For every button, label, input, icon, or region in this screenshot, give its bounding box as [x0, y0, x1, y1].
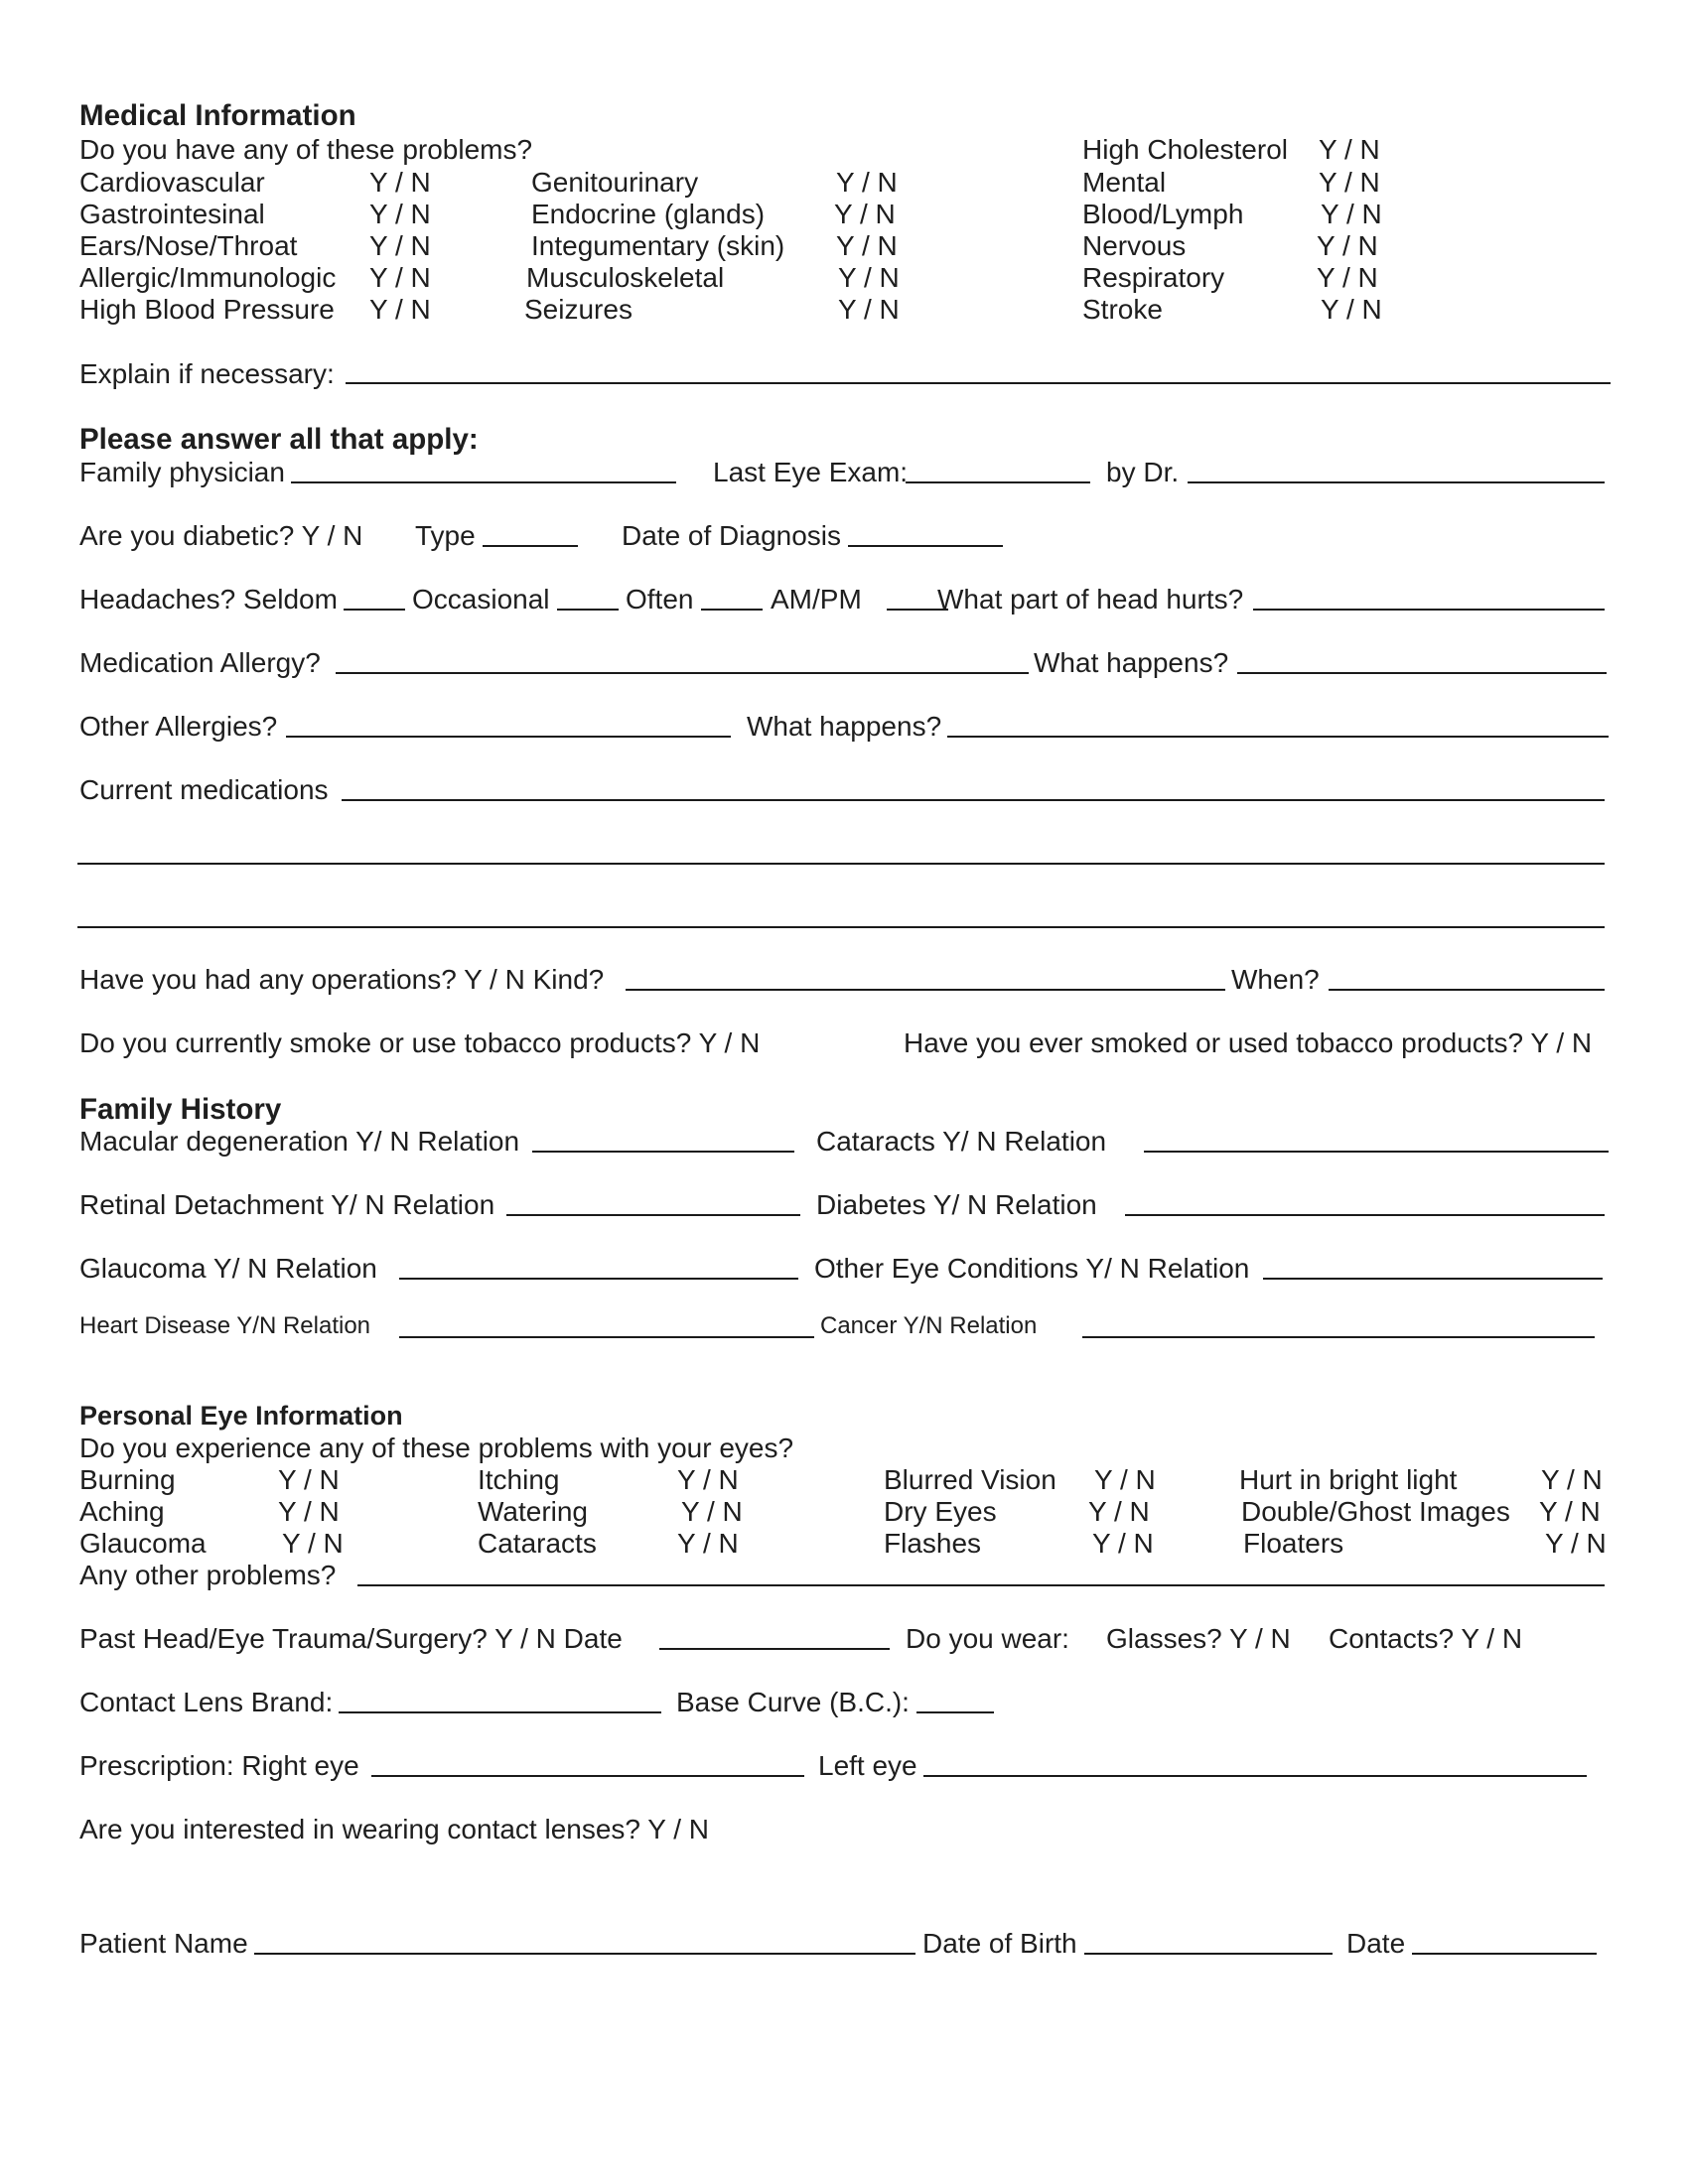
- yes-no-choice[interactable]: Y / N: [1088, 1496, 1150, 1527]
- yes-no-choice[interactable]: Y / N: [1541, 1464, 1603, 1495]
- condition-label: Blood/Lymph: [1082, 199, 1244, 229]
- macular-label: Macular degeneration Y/ N Relation: [79, 1126, 520, 1157]
- eye-problem-label: Dry Eyes: [884, 1496, 997, 1527]
- yes-no-choice[interactable]: Y / N: [1094, 1464, 1156, 1495]
- yes-no-choice[interactable]: Y / N: [677, 1464, 739, 1495]
- rx-left-label: Left eye: [818, 1750, 917, 1781]
- condition-label: Allergic/Immunologic: [79, 262, 337, 293]
- condition-label: High Cholesterol: [1082, 134, 1288, 165]
- eye-problem-label: Itching: [478, 1464, 560, 1495]
- what-happens-label: What happens?: [747, 711, 942, 742]
- condition-label: Nervous: [1082, 230, 1187, 261]
- yes-no-choice[interactable]: Y / N: [836, 167, 898, 198]
- family-physician-label: Family physician: [79, 457, 285, 487]
- headaches-often-field[interactable]: [701, 609, 763, 611]
- condition-label: Cardiovascular: [79, 167, 265, 198]
- diabetes-type-label: Type: [415, 520, 476, 551]
- condition-label: Mental: [1082, 167, 1167, 198]
- headaches-ampm-label: AM/PM: [771, 584, 862, 614]
- eye-problem-label: Glaucoma: [79, 1528, 207, 1559]
- headaches-seldom-label: Headaches? Seldom: [79, 584, 338, 614]
- date-of-diagnosis-label: Date of Diagnosis: [622, 520, 842, 551]
- yes-no-choice[interactable]: Y / N: [681, 1496, 743, 1527]
- eye-problem-label: Burning: [79, 1464, 176, 1495]
- yes-no-choice[interactable]: Y / N: [836, 230, 898, 261]
- dob-label: Date of Birth: [922, 1928, 1077, 1959]
- current-medications-label: Current medications: [79, 774, 329, 805]
- headaches-seldom-field[interactable]: [344, 609, 405, 611]
- yes-no-choice[interactable]: Y / N: [1092, 1528, 1154, 1559]
- condition-label: Endocrine (glands): [531, 199, 766, 229]
- other-problems-label: Any other problems?: [79, 1560, 337, 1590]
- macular-relation-field[interactable]: [532, 1151, 794, 1153]
- other-allergy-reaction-field[interactable]: [947, 736, 1609, 738]
- condition-label: High Blood Pressure: [79, 294, 335, 325]
- glaucoma-label: Glaucoma Y/ N Relation: [79, 1253, 377, 1284]
- eye-problem-label: Double/Ghost Images: [1241, 1496, 1510, 1527]
- diabetes-label: Diabetes Y/ N Relation: [816, 1189, 1097, 1220]
- yes-no-choice[interactable]: Y / N: [1539, 1496, 1601, 1527]
- other-eye-conditions-field[interactable]: [1263, 1278, 1603, 1280]
- cataracts-relation-field[interactable]: [1144, 1151, 1609, 1153]
- eye-problem-label: Hurt in bright light: [1239, 1464, 1458, 1495]
- yes-no-choice[interactable]: Y / N: [1319, 167, 1380, 198]
- smoke-ever-label: Have you ever smoked or used tobacco products? Y / N: [904, 1027, 1593, 1058]
- explain-field[interactable]: [346, 382, 1611, 384]
- date-label: Date: [1346, 1928, 1406, 1959]
- headaches-occasional-label: Occasional: [412, 584, 550, 614]
- answers-heading: Please answer all that apply:: [79, 423, 479, 456]
- condition-label: Integumentary (skin): [531, 230, 785, 261]
- doctor-field[interactable]: [1188, 481, 1605, 483]
- condition-label: Stroke: [1082, 294, 1163, 325]
- yes-no-choice[interactable]: Y / N: [278, 1496, 340, 1527]
- yes-no-choice[interactable]: Y / N: [1319, 134, 1380, 165]
- eye-problem-label: Watering: [478, 1496, 589, 1527]
- yes-no-choice[interactable]: Y / N: [834, 199, 896, 229]
- last-eye-exam-label: Last Eye Exam:: [713, 457, 909, 487]
- yes-no-choice[interactable]: Y / N: [369, 262, 431, 293]
- lens-brand-field[interactable]: [339, 1711, 661, 1713]
- last-eye-exam-field[interactable]: [906, 481, 1090, 483]
- operations-when-field[interactable]: [1329, 989, 1605, 991]
- personal-question: Do you experience any of these problems with your eyes?: [79, 1433, 794, 1463]
- yes-no-choice[interactable]: Y / N: [369, 294, 431, 325]
- patient-name-field[interactable]: [254, 1953, 915, 1955]
- yes-no-choice[interactable]: Y / N: [1317, 230, 1378, 261]
- other-allergies-field[interactable]: [286, 736, 731, 738]
- yes-no-choice[interactable]: Y / N: [1321, 294, 1382, 325]
- operations-label: Have you had any operations? Y / N Kind?: [79, 964, 605, 995]
- yes-no-choice[interactable]: Y / N: [1317, 262, 1378, 293]
- retinal-label: Retinal Detachment Y/ N Relation: [79, 1189, 495, 1220]
- condition-label: Ears/Nose/Throat: [79, 230, 298, 261]
- do-you-wear-label: Do you wear:: [906, 1623, 1069, 1654]
- yes-no-choice[interactable]: Y / N: [369, 167, 431, 198]
- cataracts-label: Cataracts Y/ N Relation: [816, 1126, 1107, 1157]
- other-eye-conditions-label: Other Eye Conditions Y/ N Relation: [814, 1253, 1250, 1284]
- when-label: When?: [1231, 964, 1320, 995]
- date-of-diagnosis-field[interactable]: [848, 545, 1003, 547]
- current-medications-field[interactable]: [77, 926, 1605, 928]
- condition-label: Genitourinary: [531, 167, 699, 198]
- headaches-often-label: Often: [626, 584, 694, 614]
- diabetes-type-field[interactable]: [483, 545, 578, 547]
- glaucoma-relation-field[interactable]: [399, 1278, 798, 1280]
- family-heading: Family History: [79, 1093, 282, 1126]
- yes-no-choice[interactable]: Y / N: [278, 1464, 340, 1495]
- eye-problem-label: Floaters: [1243, 1528, 1344, 1559]
- condition-label: Seizures: [524, 294, 633, 325]
- explain-label: Explain if necessary:: [79, 358, 335, 389]
- what-happens-label: What happens?: [1034, 647, 1229, 678]
- cancer-relation-field[interactable]: [1082, 1336, 1595, 1338]
- retinal-relation-field[interactable]: [506, 1214, 800, 1216]
- head-part-label: What part of head hurts?: [937, 584, 1244, 614]
- yes-no-choice[interactable]: Y / N: [1545, 1528, 1607, 1559]
- eye-problem-label: Aching: [79, 1496, 165, 1527]
- base-curve-label: Base Curve (B.C.):: [676, 1687, 910, 1717]
- diabetes-relation-field[interactable]: [1125, 1214, 1605, 1216]
- yes-no-choice[interactable]: Y / N: [282, 1528, 344, 1559]
- rx-right-field[interactable]: [371, 1775, 804, 1777]
- eye-problem-label: Blurred Vision: [884, 1464, 1056, 1495]
- head-part-field[interactable]: [1253, 609, 1605, 611]
- yes-no-choice[interactable]: Y / N: [838, 294, 900, 325]
- condition-label: Gastrointesinal: [79, 199, 265, 229]
- contact-interest-label: Are you interested in wearing contact lenses? Y / N: [79, 1814, 709, 1844]
- yes-no-choice[interactable]: Y / N: [369, 199, 431, 229]
- rx-left-field[interactable]: [923, 1775, 1587, 1777]
- medication-allergy-label: Medication Allergy?: [79, 647, 321, 678]
- other-problems-field[interactable]: [357, 1584, 1605, 1586]
- base-curve-field[interactable]: [916, 1711, 994, 1713]
- condition-label: Musculoskeletal: [526, 262, 725, 293]
- heart-disease-relation-field[interactable]: [399, 1336, 814, 1338]
- medication-allergy-field[interactable]: [336, 672, 1029, 674]
- current-medications-field[interactable]: [342, 799, 1605, 801]
- personal-heading: Personal Eye Information: [79, 1401, 403, 1431]
- patient-name-label: Patient Name: [79, 1928, 248, 1959]
- by-dr-label: by Dr.: [1106, 457, 1180, 487]
- condition-label: Respiratory: [1082, 262, 1225, 293]
- yes-no-choice[interactable]: Y / N: [838, 262, 900, 293]
- heart-disease-label: Heart Disease Y/N Relation: [79, 1312, 371, 1339]
- medical-heading: Medical Information: [79, 99, 356, 132]
- dob-field[interactable]: [1084, 1953, 1333, 1955]
- current-medications-field[interactable]: [77, 863, 1605, 865]
- yes-no-choice[interactable]: Y / N: [369, 230, 431, 261]
- date-field[interactable]: [1412, 1953, 1597, 1955]
- glasses-choice[interactable]: Glasses? Y / N: [1106, 1623, 1291, 1654]
- lens-brand-label: Contact Lens Brand:: [79, 1687, 334, 1717]
- trauma-date-field[interactable]: [659, 1648, 890, 1650]
- eye-problem-label: Cataracts: [478, 1528, 597, 1559]
- medication-reaction-field[interactable]: [1237, 672, 1607, 674]
- yes-no-choice[interactable]: Y / N: [677, 1528, 739, 1559]
- smoke-current-label: Do you currently smoke or use tobacco products? Y / N: [79, 1027, 761, 1058]
- headaches-occasional-field[interactable]: [557, 609, 619, 611]
- rx-right-label: Prescription: Right eye: [79, 1750, 359, 1781]
- medical-question: Do you have any of these problems?: [79, 134, 533, 165]
- family-physician-field[interactable]: [291, 481, 676, 483]
- operations-kind-field[interactable]: [626, 989, 1225, 991]
- trauma-label: Past Head/Eye Trauma/Surgery? Y / N Date: [79, 1623, 623, 1654]
- other-allergies-label: Other Allergies?: [79, 711, 278, 742]
- eye-problem-label: Flashes: [884, 1528, 982, 1559]
- cancer-label: Cancer Y/N Relation: [820, 1312, 1038, 1339]
- diabetic-label: Are you diabetic? Y / N: [79, 520, 363, 551]
- yes-no-choice[interactable]: Y / N: [1321, 199, 1382, 229]
- contacts-choice[interactable]: Contacts? Y / N: [1329, 1623, 1523, 1654]
